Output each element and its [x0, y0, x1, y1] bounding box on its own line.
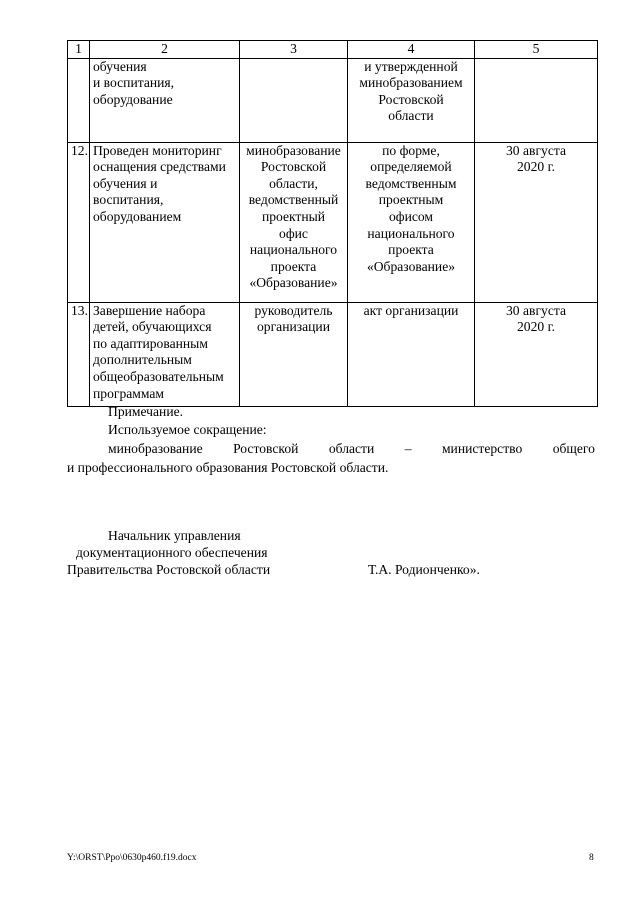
- responsible-cell: [240, 302, 348, 406]
- plan-table: [67, 40, 598, 407]
- document-cell: [348, 302, 475, 406]
- responsible-cell: [240, 58, 348, 142]
- cell-text-line: организации: [257, 319, 330, 335]
- cell-text-line: 2020 г.: [516, 319, 556, 335]
- cell-text-line: программам: [93, 385, 165, 401]
- header-col-5: 5: [475, 41, 598, 59]
- cell-text-line: дополнительным: [93, 352, 192, 368]
- table-row: [68, 142, 598, 302]
- abbr-word: минобразование: [108, 441, 203, 456]
- cell-text-line: детей, обучающихся: [93, 319, 212, 335]
- cell-text-line: проекта: [388, 242, 434, 258]
- cell-text-line: Завершение набора: [93, 302, 206, 318]
- table-row: [68, 302, 598, 406]
- cell-text-line: области: [388, 108, 434, 124]
- cell-text-line: национального: [249, 242, 338, 258]
- abbreviation-intro: Используемое сокращение:: [108, 422, 267, 437]
- cell-text-line: 30 августа: [506, 142, 566, 158]
- cell-text-line: «Образование»: [249, 275, 338, 291]
- abbr-word: Ростовской: [233, 441, 299, 456]
- cell-text-line: оборудованием: [93, 208, 182, 224]
- cell-text-line: воспитания,: [93, 192, 164, 208]
- task-cell: [90, 58, 240, 142]
- cell-text-line: минобразование: [246, 142, 341, 158]
- cell-text-line: национального: [367, 225, 455, 241]
- cell-text-line: минобразованием: [359, 75, 463, 91]
- table-row: [68, 58, 598, 142]
- cell-text-line: и воспитания,: [93, 75, 175, 91]
- deadline-cell: [475, 142, 598, 302]
- abbreviation-line-1: [108, 441, 595, 457]
- cell-text-line: Ростовской: [378, 91, 444, 107]
- cell-text-line: офисом: [388, 208, 434, 224]
- cell-text-line: 2020 г.: [516, 159, 556, 175]
- signature-position-2: документационного обеспечения: [76, 545, 268, 560]
- header-col-4: 4: [348, 41, 475, 59]
- cell-text-line: обучения и: [93, 175, 158, 191]
- abbreviation-line-2: и профессионального образования Ростовской области.: [67, 460, 389, 475]
- cell-text-line: 30 августа: [506, 302, 566, 318]
- cell-text-line: ведомственный: [248, 192, 339, 208]
- signatory-name: Т.А. Родионченко».: [368, 562, 480, 577]
- cell-text-line: определяемой: [370, 159, 452, 175]
- cell-text-line: проекта: [270, 258, 317, 274]
- cell-text-line: акт организации: [363, 302, 459, 318]
- cell-text-line: оборудование: [93, 91, 173, 107]
- header-col-2: 2: [90, 41, 240, 59]
- abbr-word: –: [404, 441, 412, 456]
- cell-text-line: проектный: [261, 208, 326, 224]
- cell-text-line: «Образование»: [366, 258, 456, 274]
- note-title: Примечание.: [108, 404, 184, 419]
- row-number: 13.: [68, 302, 90, 406]
- header-col-1: 1: [68, 41, 90, 59]
- cell-text-line: общеобразовательным: [93, 368, 224, 384]
- abbr-word: области: [328, 441, 375, 456]
- responsible-cell: [240, 142, 348, 302]
- table-header-row: [68, 41, 598, 59]
- signature-position-3: Правительства Ростовской области: [67, 562, 271, 577]
- deadline-cell: [475, 302, 598, 406]
- signature-position-1: Начальник управления: [108, 528, 241, 543]
- cell-text-line: ведомственным: [365, 175, 457, 191]
- row-number: [68, 58, 90, 142]
- header-col-3: 3: [240, 41, 348, 59]
- cell-text-line: оснащения средствами: [93, 159, 226, 175]
- file-path: Y:\ORST\Ppo\0630p460.f19.docx: [67, 853, 197, 863]
- cell-text-line: и утвержденной: [364, 58, 458, 74]
- cell-text-line: офис: [279, 225, 308, 241]
- cell-text-line: руководитель: [254, 302, 333, 318]
- document-cell: [348, 142, 475, 302]
- document-cell: [348, 58, 475, 142]
- task-cell: [90, 142, 240, 302]
- task-cell: [90, 302, 240, 406]
- cell-text-line: обучения: [93, 58, 147, 74]
- abbr-word: министерство: [441, 441, 523, 456]
- row-number: 12.: [68, 142, 90, 302]
- cell-text-line: области,: [269, 175, 318, 191]
- cell-text-line: Ростовской: [260, 159, 327, 175]
- deadline-cell: [475, 58, 598, 142]
- cell-text-line: по форме,: [382, 142, 440, 158]
- cell-text-line: по адаптированным: [93, 335, 208, 351]
- abbr-word: общего: [552, 441, 595, 456]
- cell-text-line: проектным: [378, 192, 444, 208]
- cell-text-line: Проведен мониторинг: [93, 142, 222, 158]
- page-number: 8: [589, 853, 594, 863]
